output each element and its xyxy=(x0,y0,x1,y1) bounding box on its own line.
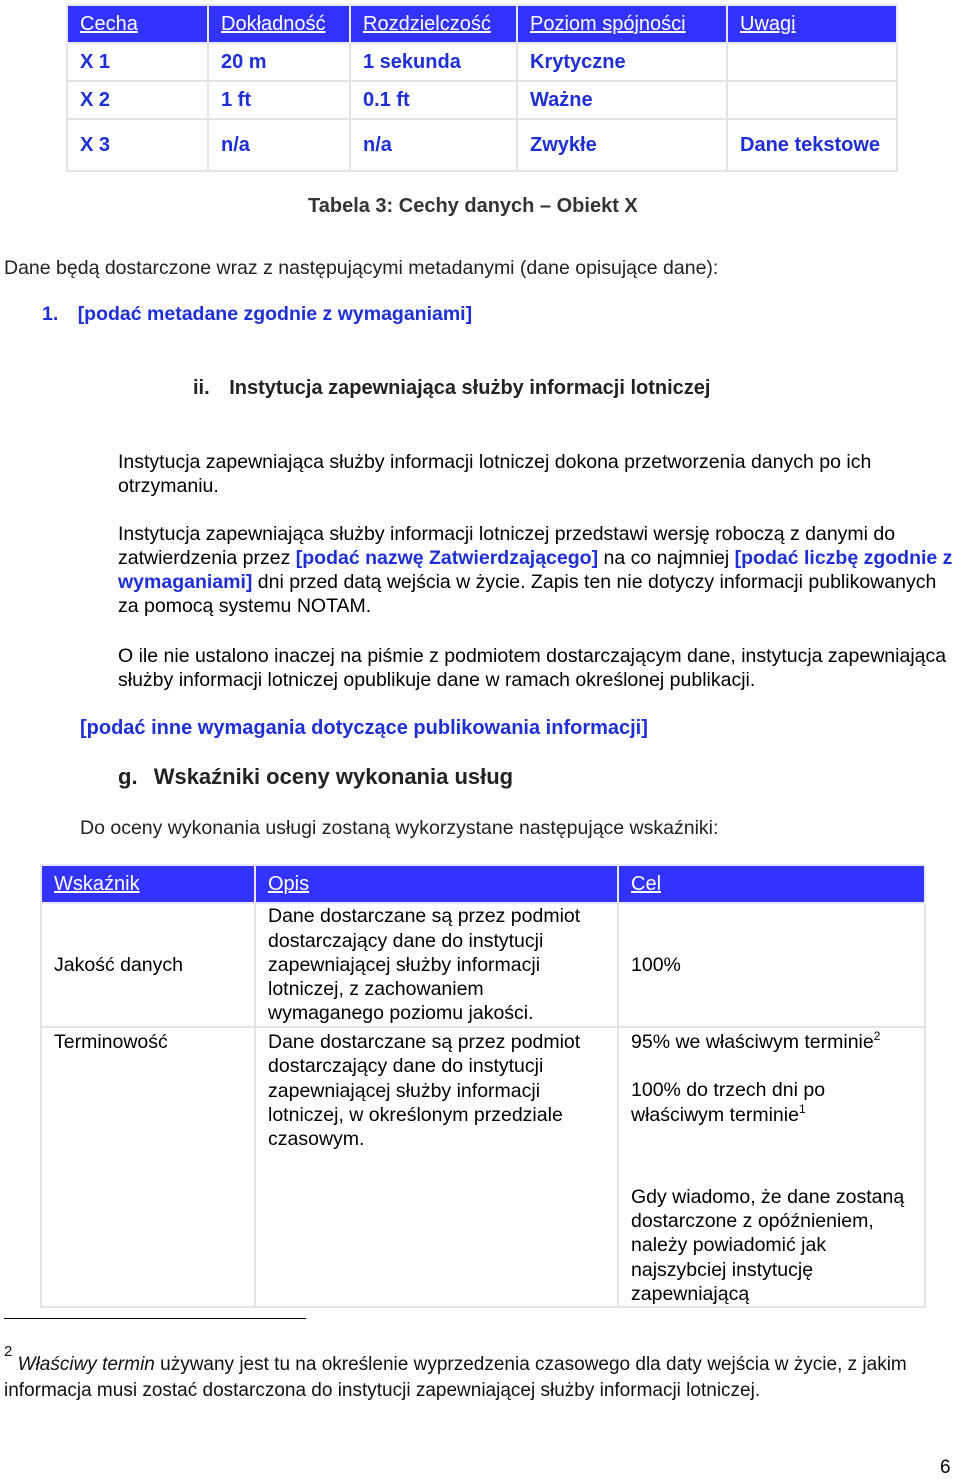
table-caption: Tabela 3: Cechy danych – Obiekt X xyxy=(308,195,638,217)
text-span: Instytucja zapewniająca służby informacji lotniczej przedstawi wersję roboczą z danymi do zatwierdzenia przez xyxy=(118,523,896,569)
column-header: Rozdzielczość xyxy=(350,5,517,43)
section-heading-g xyxy=(118,764,513,790)
table-row xyxy=(67,81,897,119)
intro-text: Dane będą dostarczone wraz z następującymi metadanymi (dane opisujące dane): xyxy=(4,257,719,279)
column-header: Uwagi xyxy=(727,5,897,43)
table-cell: X 1 xyxy=(67,43,208,81)
footnote-term: Właściwy termin xyxy=(17,1354,155,1375)
placeholder-approver: [podać nazwę Zatwierdzającego] xyxy=(295,547,599,569)
text-span: dni przed datą wejścia w życie. Zapis ten nie dotyczy informacji publikowanych za pomocą systemu NOTAM. xyxy=(118,571,937,617)
target-line xyxy=(631,1078,912,1127)
section-title: Instytucja zapewniająca służby informacji lotniczej xyxy=(229,377,711,399)
list-number: 1. xyxy=(42,303,59,325)
target-cell: 100% xyxy=(618,903,925,1027)
table-cell: n/a xyxy=(350,119,517,171)
column-header: Dokładność xyxy=(208,5,350,43)
section-heading-ii xyxy=(193,376,710,400)
characteristics-table xyxy=(66,4,898,172)
section-number: ii. xyxy=(193,377,210,399)
page-number: 6 xyxy=(940,1457,951,1478)
footnote xyxy=(4,1343,956,1404)
table-cell xyxy=(727,43,897,81)
table-row xyxy=(41,1027,925,1307)
table-header-row xyxy=(41,865,925,903)
section-title: Wskaźniki oceny wykonania usług xyxy=(153,764,514,789)
paragraph: O ile nie ustalono inaczej na piśmie z podmiotem dostarczającym dane, instytucja zapewniająca służby informacji lotniczej opublikuje dane w ramach określonej publikacji. xyxy=(118,645,947,691)
target-text: 95% we właściwym terminie xyxy=(631,1031,874,1053)
column-header: Poziom spójności xyxy=(517,5,727,43)
placeholder-days: [podać liczbę zgodnie z wymaganiami] xyxy=(118,547,953,593)
paragraph: Instytucja zapewniająca służby informacji lotniczej dokona przetworzenia danych po ich otrzymaniu. xyxy=(118,451,872,497)
table-cell xyxy=(727,81,897,119)
column-header: Wskaźnik xyxy=(41,865,255,903)
table-header-row xyxy=(67,5,897,43)
target-text: 100% do trzech dni po właściwym terminie xyxy=(631,1079,826,1126)
placeholder-publication: [podać inne wymagania dotyczące publikowania informacji] xyxy=(80,717,648,739)
table-cell: n/a xyxy=(208,119,350,171)
footnote-separator xyxy=(4,1318,306,1319)
table-cell: 1 sekunda xyxy=(350,43,517,81)
footnote-ref: 1 xyxy=(798,1101,806,1116)
table-row xyxy=(41,903,925,1027)
table-cell: 20 m xyxy=(208,43,350,81)
column-header: Cecha xyxy=(67,5,208,43)
table-cell: Ważne xyxy=(517,81,727,119)
footnote-ref: 2 xyxy=(873,1029,881,1043)
placeholder-metadata: [podać metadane zgodnie z wymaganiami] xyxy=(77,303,473,325)
table-cell: 1 ft xyxy=(208,81,350,119)
table-cell: X 2 xyxy=(67,81,208,119)
intro-text: Do oceny wykonania usługi zostaną wykorzystane następujące wskaźniki: xyxy=(80,817,719,839)
paragraph xyxy=(118,522,960,618)
column-header: Cel xyxy=(618,865,925,903)
table-cell: Zwykłe xyxy=(517,119,727,171)
table-cell: X 3 xyxy=(67,119,208,171)
table-cell: Krytyczne xyxy=(517,43,727,81)
table-row xyxy=(67,43,897,81)
table-cell: 0.1 ft xyxy=(350,81,517,119)
list-item xyxy=(42,302,472,326)
table-cell-notes: Dane tekstowe xyxy=(727,119,897,171)
table-row xyxy=(67,119,897,171)
section-number: g. xyxy=(118,764,138,789)
description-cell: Dane dostarczane są przez podmiot dostarczający dane do instytucji zapewniającej służby informacji lotniczej, z zachowaniem wymaganego poziomu jakości. xyxy=(255,903,618,1027)
text-span: na co najmniej xyxy=(598,547,735,569)
indicator-cell: Terminowość xyxy=(41,1027,255,1307)
target-line: Gdy wiadomo, że dane zostaną dostarczone z opóźnieniem, należy powiadomić jak najszybciej instytucję zapewniającą xyxy=(631,1185,905,1306)
description-cell: Dane dostarczane są przez podmiot dostarczający dane do instytucji zapewniającej służby informacji lotniczej, w określonym przedziale czasowym. xyxy=(255,1027,618,1307)
indicator-cell: Jakość danych xyxy=(41,903,255,1027)
target-cell xyxy=(618,1027,925,1307)
column-header: Opis xyxy=(255,865,618,903)
target-line xyxy=(631,1030,912,1054)
indicators-table xyxy=(40,864,926,1308)
footnote-text: używany jest tu na określenie wyprzedzenia czasowego dla daty wejścia w życie, z jakim informacja musi zostać dostarczona do instytucji zapewniającej służby informacji lotniczej. xyxy=(4,1354,907,1401)
footnote-mark: 2 xyxy=(4,1343,13,1360)
